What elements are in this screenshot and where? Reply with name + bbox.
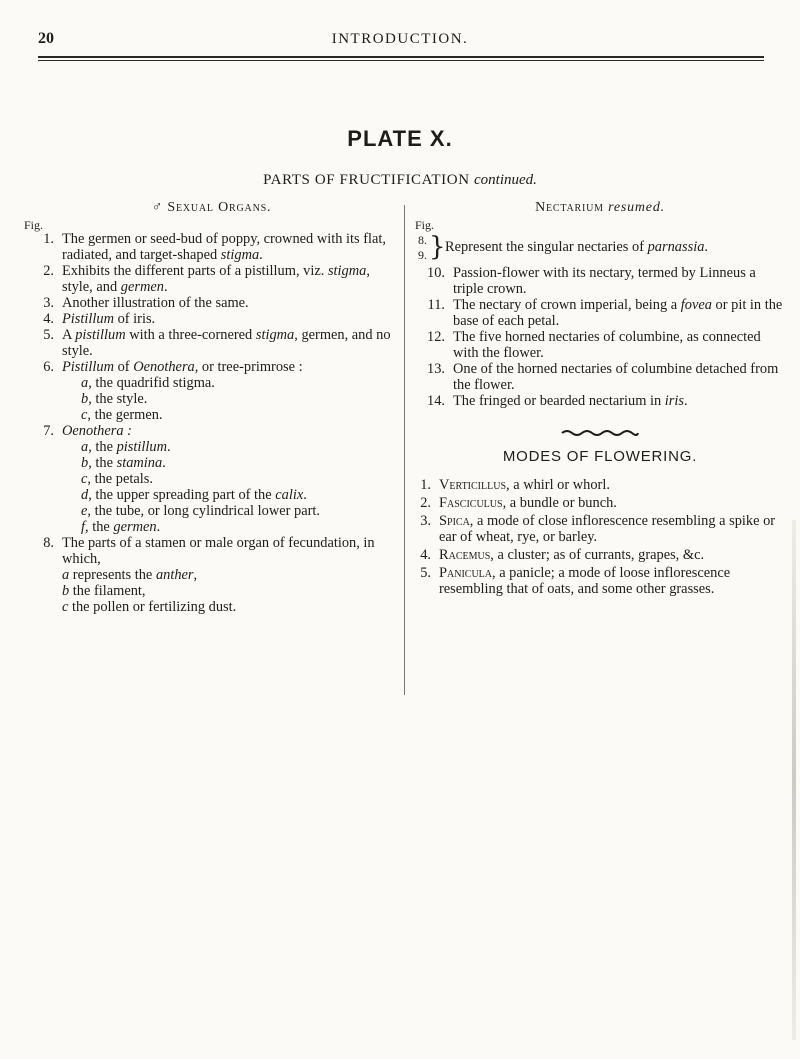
sub-italic: anther	[155, 567, 194, 583]
mode-term: Panicula	[439, 565, 492, 581]
item-italic: Oenothera :	[62, 423, 132, 439]
mode-item	[415, 477, 785, 493]
mode-number: 2.	[420, 495, 431, 511]
fig-item-10	[415, 265, 785, 297]
mode-item	[415, 547, 785, 563]
sub-letter: a	[81, 439, 89, 455]
item-text: with a three-cornered	[125, 327, 253, 343]
item-italic: Pistillum	[62, 359, 114, 375]
item-text: The parts of a stamen or male organ of fecundation, in which,	[62, 535, 375, 567]
fig-item-1	[24, 231, 399, 263]
plate-subtitle	[0, 172, 800, 189]
sub-item	[24, 407, 399, 423]
sub-item	[24, 391, 399, 407]
item-text: Represent the singular nectaries of	[445, 239, 644, 255]
mode-text: , a cluster; as of currants, grapes, &c.	[490, 547, 705, 563]
item-text: The nectary of crown imperial, being a	[453, 297, 678, 313]
mode-text: , a mode of close inflorescence resembling a spike or ear of wheat, rye, or barley.	[439, 513, 776, 545]
sub-letter: f	[81, 519, 85, 535]
modes-heading: MODES OF FLOWERING.	[502, 448, 698, 465]
sub-letter: c	[81, 407, 88, 423]
item-text: The fringed or bearded nectarium in	[453, 393, 662, 409]
item-italic: fovea	[680, 297, 712, 313]
mode-term: Verticillus	[439, 477, 507, 493]
running-header	[0, 30, 800, 52]
item-text: , style, and	[62, 263, 370, 295]
mode-text: , a whirl or whorl.	[506, 477, 610, 493]
fig-item-12	[415, 329, 785, 361]
mode-term: Fasciculus	[439, 495, 503, 511]
sub-text: , the	[88, 439, 113, 455]
sub-text: , the petals.	[87, 471, 153, 487]
sub-text: , the style.	[88, 391, 148, 407]
sub-text: the filament,	[69, 583, 146, 599]
mode-number: 1.	[420, 477, 431, 493]
fig-number: 3.	[43, 295, 54, 311]
sub-item	[24, 375, 399, 391]
mode-item	[415, 513, 785, 545]
fig-item-13	[415, 361, 785, 393]
sub-text: , the germen.	[87, 407, 163, 423]
left-column	[24, 200, 399, 615]
item-text: of	[113, 359, 130, 375]
item-text: One of the horned nectaries of columbine detached from the flower.	[453, 361, 779, 393]
fig-item-4	[24, 311, 399, 327]
sub-letter: b	[62, 583, 70, 599]
sub-letter: b	[81, 455, 89, 471]
item-text: .	[259, 247, 263, 263]
item-text	[445, 239, 708, 255]
fig-number: 6.	[43, 359, 54, 375]
sub-item	[24, 487, 399, 503]
mode-item	[415, 495, 785, 511]
fig-item-7	[24, 423, 399, 439]
sub-text: , the	[88, 455, 113, 471]
mode-term: Spica	[439, 513, 470, 529]
item-italic: germen	[120, 279, 164, 295]
fig-number: 8.	[418, 233, 427, 247]
plate-subtitle-continued: continued.	[474, 172, 537, 188]
item-text: .	[684, 393, 688, 409]
item-italic: stigma	[220, 247, 260, 263]
section-title: Nectarium	[535, 200, 604, 215]
column-divider	[404, 205, 405, 695]
item-text: A	[62, 327, 72, 343]
sub-letter: c	[81, 471, 88, 487]
sub-item	[24, 583, 399, 599]
fig-item-5	[24, 327, 399, 359]
fig-number: 14.	[427, 393, 445, 409]
sub-italic: pistillum	[116, 439, 167, 455]
page-number: 20	[38, 30, 54, 47]
fig-label: Fig.	[24, 218, 44, 232]
fig-item-8	[24, 535, 399, 567]
sub-italic: stamina	[116, 455, 163, 471]
section-heading-nectarium	[415, 200, 785, 216]
sub-text: .	[166, 439, 171, 455]
mode-number: 3.	[420, 513, 431, 529]
fig-item-6	[24, 359, 399, 375]
fig-number: 12.	[427, 329, 445, 345]
sub-text: .	[162, 455, 166, 471]
sub-item	[24, 503, 399, 519]
item-italic: pistillum	[75, 327, 126, 343]
sub-italic: germen	[113, 519, 157, 535]
item-text: , germen, and no style.	[62, 327, 391, 359]
right-column	[415, 200, 785, 599]
sub-text: , the quadrifid stigma.	[88, 375, 215, 391]
sub-text: the pollen or fertilizing dust.	[68, 599, 237, 615]
item-italic: parnassia	[647, 239, 705, 255]
sub-text: .	[156, 519, 161, 535]
sub-letter: a	[81, 375, 89, 391]
sub-text: .	[303, 487, 307, 503]
item-text: , or tree-primrose :	[194, 359, 303, 375]
sub-item	[24, 519, 399, 535]
fig-item-8-9	[415, 233, 785, 263]
sub-item	[24, 567, 399, 583]
sub-text: ,	[193, 567, 198, 583]
fig-number: 4.	[43, 311, 54, 327]
mode-text: , a panicle; a mode of loose inflorescence resembling that of oats, and some other grasses.	[439, 565, 731, 597]
item-italic: Oenothera	[133, 359, 195, 375]
page-edge-shadow	[792, 520, 796, 1040]
section-title: Sexual Organs.	[167, 200, 272, 215]
item-text: of iris.	[113, 311, 156, 327]
item-text: .	[704, 239, 708, 255]
fig-item-3	[24, 295, 399, 311]
fig-item-14	[415, 393, 785, 409]
sub-text: represents the	[69, 567, 153, 583]
fig-number: 11.	[427, 297, 445, 313]
mode-number: 5.	[420, 565, 431, 581]
item-text: Exhibits the different parts of a pistillum, viz.	[62, 263, 325, 279]
fig-item-11	[415, 297, 785, 329]
item-text: .	[163, 279, 168, 295]
sub-letter: e	[81, 503, 88, 519]
item-text: or pit in the base of each petal.	[453, 297, 783, 329]
fig-number: 7.	[43, 423, 54, 439]
plate-title: PLATE X.	[347, 126, 453, 151]
running-title: INTRODUCTION.	[331, 31, 469, 47]
sub-letter: c	[62, 599, 69, 615]
fig-number: 1.	[43, 231, 54, 247]
header-rule-thick	[38, 56, 764, 58]
sub-text: , the upper spreading part of the	[88, 487, 272, 503]
brace-icon: }	[429, 232, 446, 262]
mode-item	[415, 565, 785, 597]
item-text: The germen or seed-bud of poppy, crowned with its flat, radiated, and target-shaped	[62, 231, 386, 263]
fig-number: 10.	[427, 265, 445, 281]
sub-text: , the	[85, 519, 110, 535]
fig-label: Fig.	[415, 218, 435, 232]
item-italic: stigma	[255, 327, 295, 343]
fig-number: 5.	[43, 327, 54, 343]
sub-item	[24, 439, 399, 455]
plate-subtitle-main: PARTS OF FRUCTIFICATION	[263, 172, 470, 188]
ornament-icon	[560, 429, 640, 437]
fig-number: 2.	[43, 263, 54, 279]
item-text: Passion-flower with its nectary, termed by Linneus a triple crown.	[453, 265, 756, 297]
fig-number: 8.	[43, 535, 54, 551]
sub-item	[24, 599, 399, 615]
ornament-divider	[415, 425, 785, 435]
item-italic: stigma	[327, 263, 367, 279]
sub-item	[24, 471, 399, 487]
sub-item	[24, 455, 399, 471]
section-heading-sexual-organs	[24, 200, 399, 216]
mode-number: 4.	[420, 547, 431, 563]
sub-italic: calix	[275, 487, 304, 503]
fig-number: 9.	[418, 248, 427, 262]
sub-letter: a	[62, 567, 70, 583]
male-symbol-icon: ♂	[151, 200, 164, 215]
fig-item-2	[24, 263, 399, 295]
item-italic: Pistillum	[62, 311, 114, 327]
fig-number: 13.	[427, 361, 445, 377]
header-rule-thin	[38, 60, 764, 61]
section-title-italic: resumed.	[608, 200, 665, 215]
item-text: The five horned nectaries of columbine, as connected with the flower.	[453, 329, 761, 361]
sub-letter: b	[81, 391, 89, 407]
sub-letter: d	[81, 487, 89, 503]
mode-term: Racemus	[439, 547, 491, 563]
mode-text: , a bundle or bunch.	[502, 495, 617, 511]
item-italic: iris	[664, 393, 684, 409]
item-text: Another illustration of the same.	[62, 295, 249, 311]
sub-text: , the tube, or long cylindrical lower part.	[87, 503, 320, 519]
